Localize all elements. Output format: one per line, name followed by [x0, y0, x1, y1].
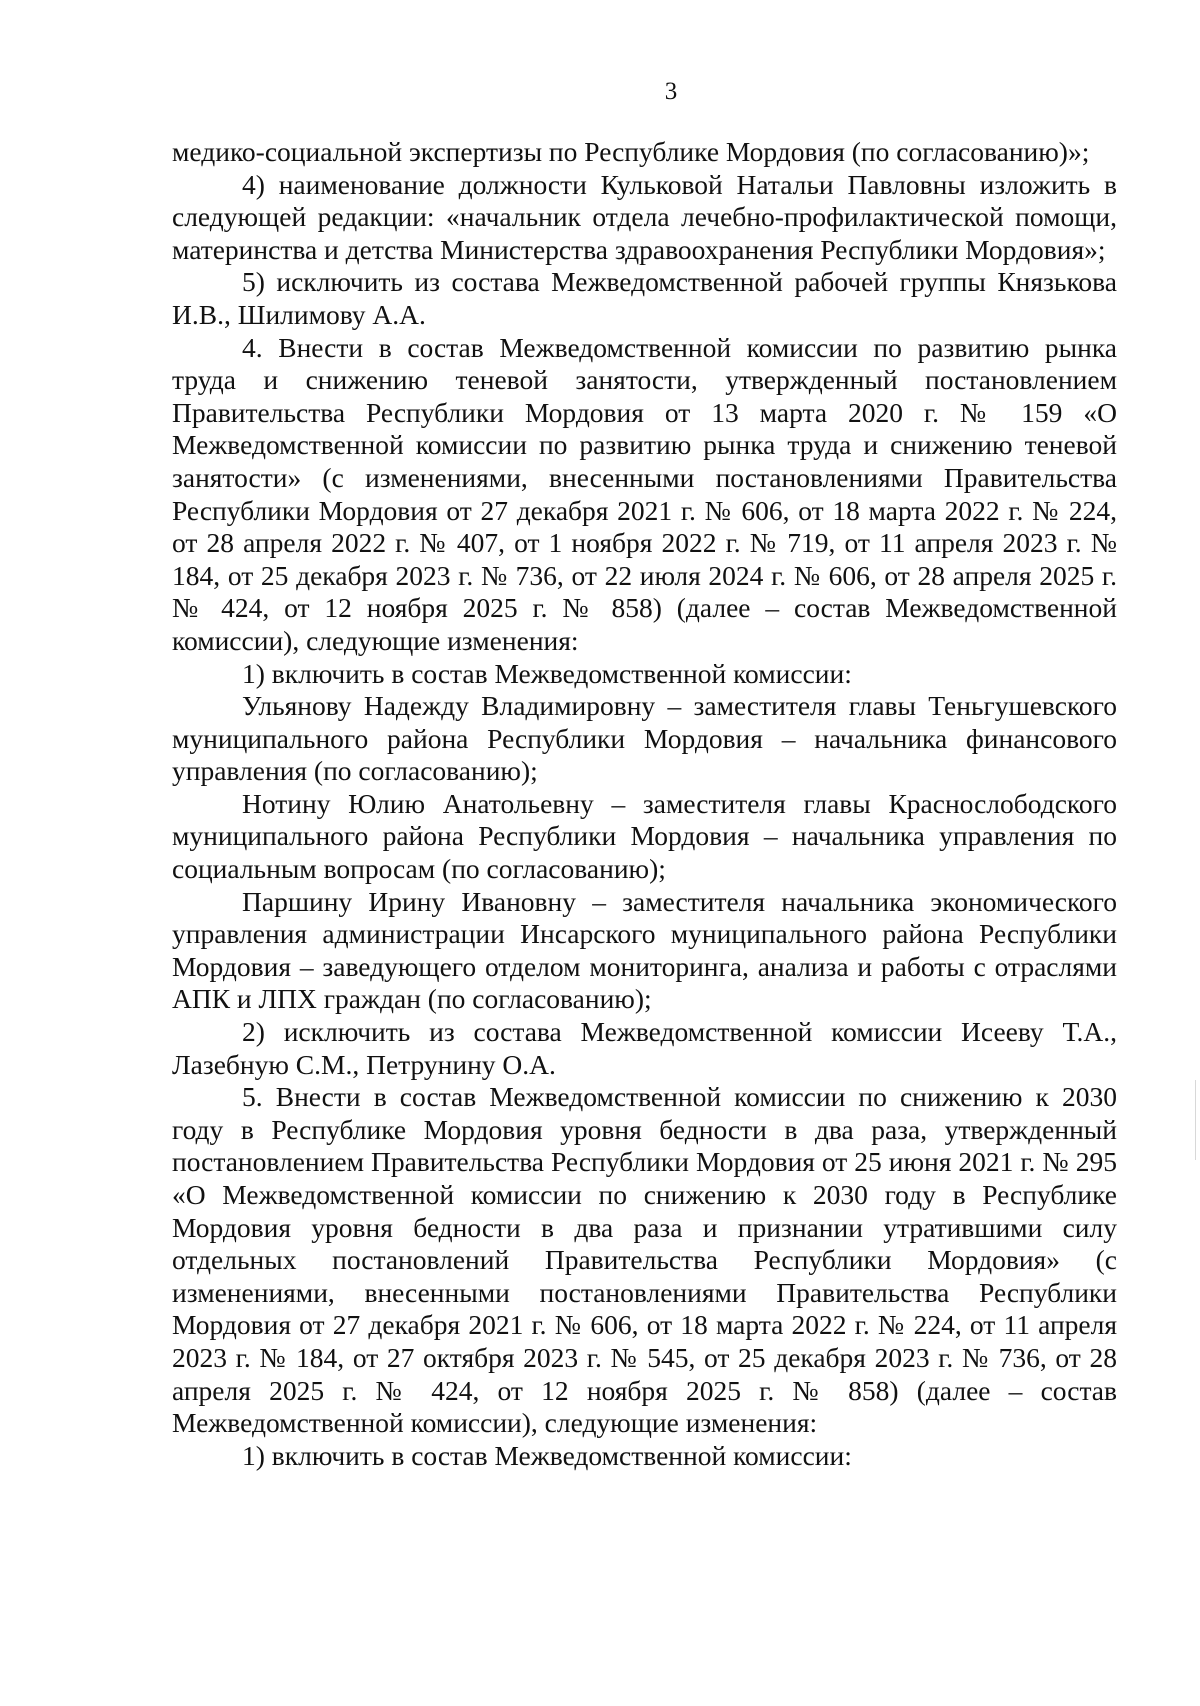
paragraph-continuation: медико-социальной экспертизы по Республике Мордовия (по согласованию)»;	[172, 136, 1090, 167]
paragraph-member-parshina: Паршину Ирину Ивановну – заместителя начальника экономического управления администрации Инсарского муниципального района Республики Мордовия – заведующего отделом мониторинга, анализа и работы с отраслями АПК и ЛПХ граждан (по согласованию);	[172, 885, 1117, 1015]
scan-margin-line	[1195, 1080, 1196, 1160]
paragraph-exclude-members: 2) исключить из состава Межведомственной комиссии Исееву Т.А., Лазебную С.М., Петрунину О.А.	[172, 1016, 1117, 1080]
paragraph-include-heading-2: 1) включить в состав Межведомственной комиссии:	[242, 1439, 852, 1471]
paragraph-section-4: 4. Внести в состав Межведомственной комиссии по развитию рынка труда и снижению теневой занятости, утвержденный постановлением Правительства Республики Мордовия от 13 марта 2020 г. № 159 «О Межведомственной комиссии по развитию рынка труда и снижению теневой занятости» (с изменениями, внесенными постановлениями Правительства Республики Мордовия от 27 декабря 2021 г. № 606, от 18 марта 2022 г. № 224, от 28 апреля 2022 г. № 407, от 1 ноября 2022 г. № 719, от 11 апреля 2023 г. № 184, от 25 декабря 2023 г. № 736, от 22 июля 2024 г. № 606, от 28 апреля 2025 г. № 424, от 12 ноября 2025 г. № 858) (далее – состав Межведомственной комиссии), следующие изменения:	[172, 331, 1117, 656]
paragraph-section-5: 5. Внести в состав Межведомственной комиссии по снижению к 2030 году в Республике Мордовия уровня бедности в два раза, утвержденный постановлением Правительства Республики Мордовия от 25 июня 2021 г. № 295 «О Межведомственной комиссии по снижению к 2030 году в Республике Мордовия уровня бедности в два раза и признании утратившими силу отдельных постановлений Правительства Республики Мордовия» (с изменениями, внесенными постановлениями Правительства Республики Мордовия от 27 декабря 2021 г. № 606, от 18 марта 2022 г. № 224, от 11 апреля 2023 г. № 184, от 27 октября 2023 г. № 545, от 25 декабря 2023 г. № 736, от 28 апреля 2025 г. № 424, от 12 ноября 2025 г. № 858) (далее – состав Межведомственной комиссии), следующие изменения:	[172, 1081, 1117, 1439]
paragraph-item-5: 5) исключить из состава Межведомственной рабочей группы Князькова И.В., Шилимову А.А.	[172, 266, 1117, 330]
paragraph-member-notina: Нотину Юлию Анатольевну – заместителя главы Краснослободского муниципального района Республики Мордовия – начальника управления по социальным вопросам (по согласованию);	[172, 787, 1117, 885]
paragraph-include-heading: 1) включить в состав Межведомственной комиссии:	[242, 657, 852, 689]
paragraph-member-ulyanova: Ульянову Надежду Владимировну – заместителя главы Теньгушевского муниципального района Республики Мордовия – начальника финансового управления (по согласованию);	[172, 690, 1117, 787]
paragraph-item-4: 4) наименование должности Кульковой Натальи Павловны изложить в следующей редакции: «начальник отдела лечебно-профилактической помощи, материнства и детства Министерства здравоохранения Республики Мордовия»;	[172, 168, 1117, 265]
document-body	[172, 136, 1117, 1472]
page-number: 3	[664, 78, 678, 105]
